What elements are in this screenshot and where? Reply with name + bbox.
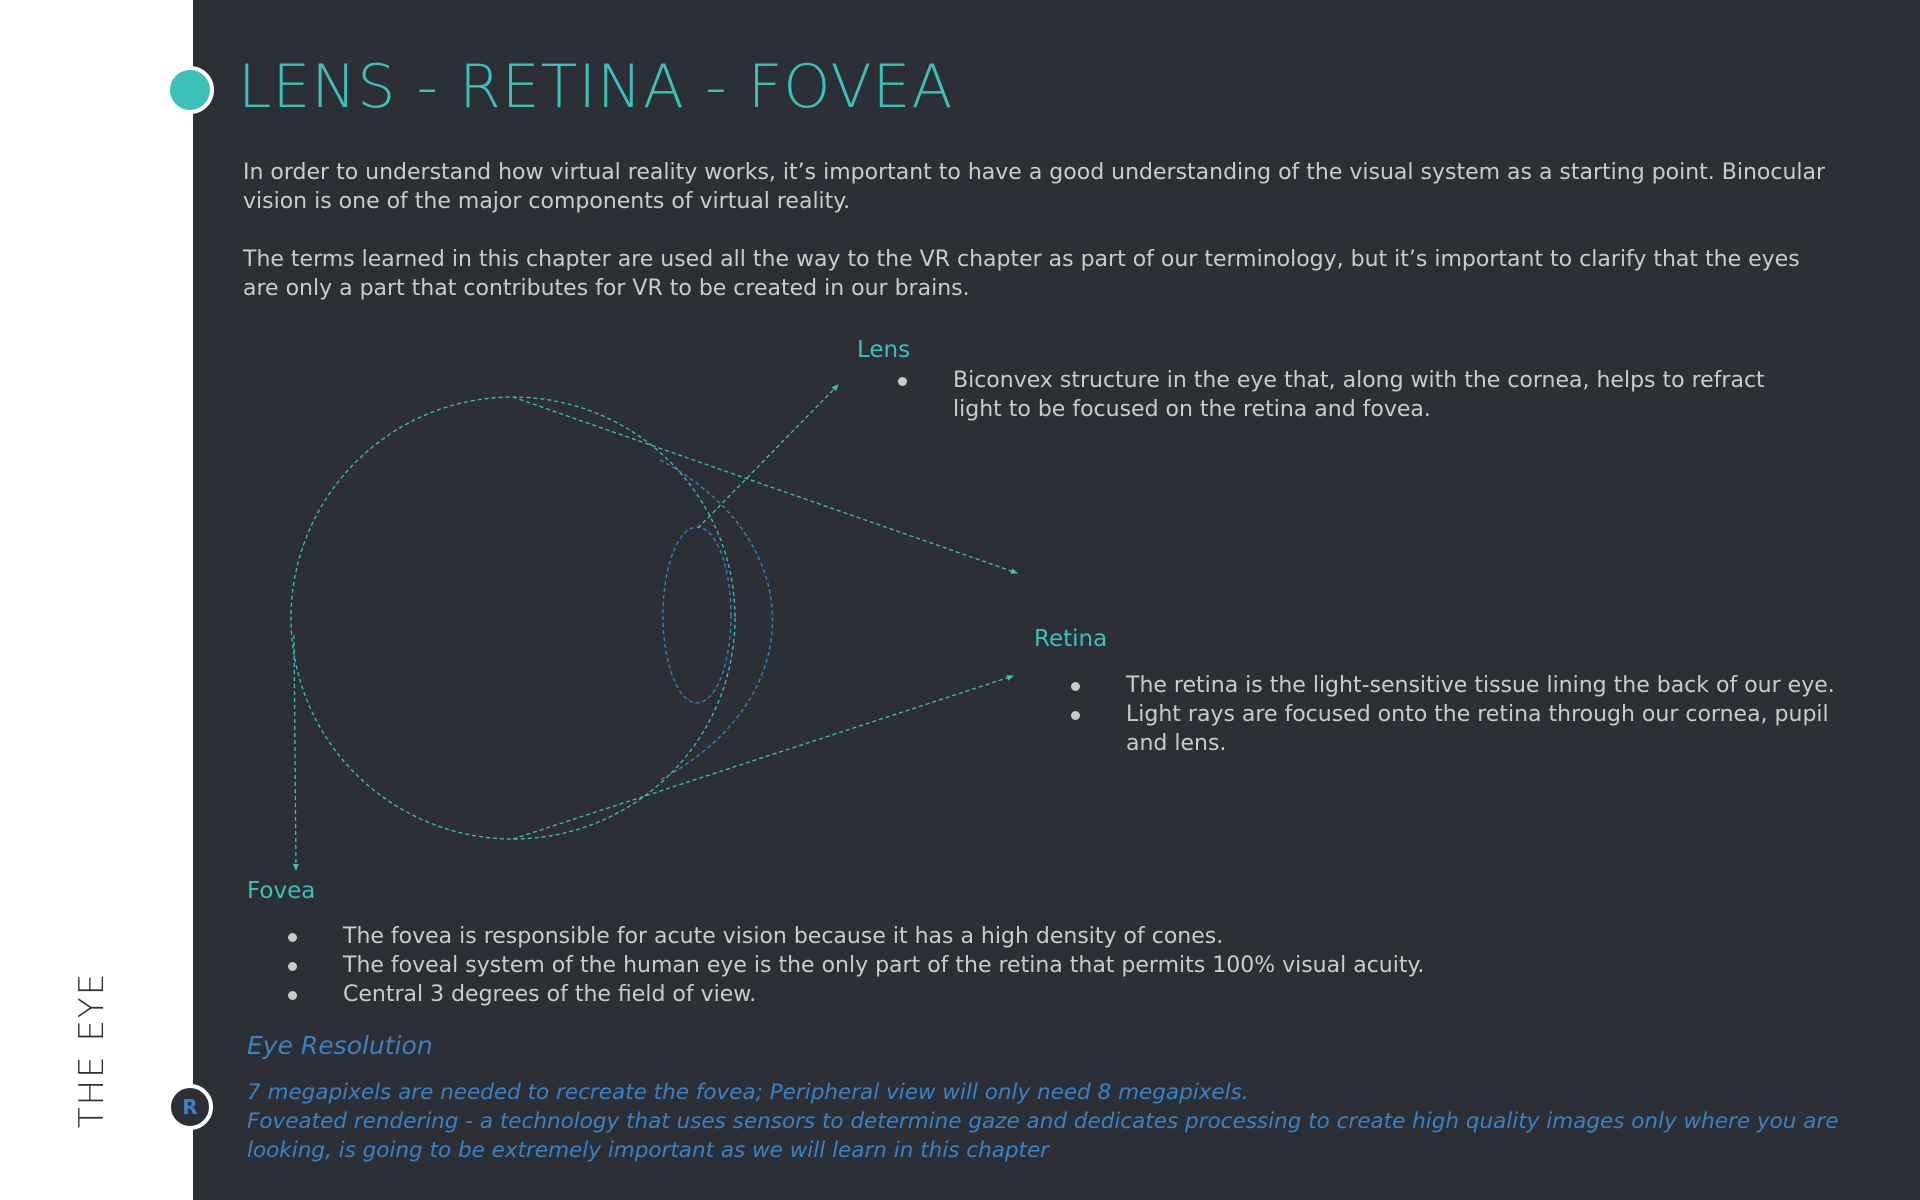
eye-resolution-line: 7 megapixels are needed to recreate the fovea; Peripheral view will only need 8 megapixels. bbox=[247, 1080, 1249, 1105]
lens-outline bbox=[663, 527, 731, 703]
fovea-label: Fovea bbox=[247, 878, 316, 904]
list-item: Biconvex structure in the eye that, along with the cornea, helps to refract light to be focused on the retina and fovea. bbox=[898, 366, 1818, 424]
list-item: The retina is the light-sensitive tissue lining the back of our eye. bbox=[1071, 671, 1851, 700]
eyeball-outline bbox=[291, 397, 735, 839]
lens-points bbox=[898, 366, 1818, 424]
intro-paragraph: The terms learned in this chapter are used all the way to the VR chapter as part of our terminology, but it’s important to clarify that the eyes are only a part that contributes for VR to be created in our brains. bbox=[243, 247, 1800, 301]
cornea-outline bbox=[660, 460, 773, 780]
lens-label: Lens bbox=[857, 337, 911, 363]
eye-resolution-title: Eye Resolution bbox=[247, 1031, 433, 1060]
retina-label: Retina bbox=[1034, 626, 1108, 652]
list-item: Light rays are focused onto the retina through our cornea, pupil and lens. bbox=[1071, 700, 1851, 758]
list-item: Central 3 degrees of the field of view. bbox=[288, 980, 1788, 1009]
lens-arrow bbox=[698, 385, 838, 528]
chapter-label: THE EYE bbox=[72, 971, 112, 1129]
retina-arrow-bottom bbox=[513, 676, 1013, 839]
retina-points bbox=[1071, 671, 1851, 758]
eye-resolution-text bbox=[247, 1078, 1847, 1165]
eye-resolution-line: Foveated rendering - a technology that uses sensors to determine gaze and dedicates processing to create high quality images only where you are looking, is going to be extremely important as we will learn in this chapter bbox=[247, 1109, 1839, 1163]
list-item: The foveal system of the human eye is the only part of the retina that permits 100% visual acuity. bbox=[288, 951, 1788, 980]
chapter-badge[interactable]: R bbox=[167, 1084, 213, 1130]
page-title: LENS - RETINA - FOVEA bbox=[238, 52, 954, 122]
fovea-arrow bbox=[294, 635, 296, 870]
list-item: The fovea is responsible for acute vision because it has a high density of cones. bbox=[288, 922, 1788, 951]
fovea-points bbox=[288, 922, 1788, 1009]
intro-paragraph: In order to understand how virtual reality works, it’s important to have a good understanding of the visual system as a starting point. Binocular vision is one of the major components of virtual reality. bbox=[243, 160, 1826, 214]
